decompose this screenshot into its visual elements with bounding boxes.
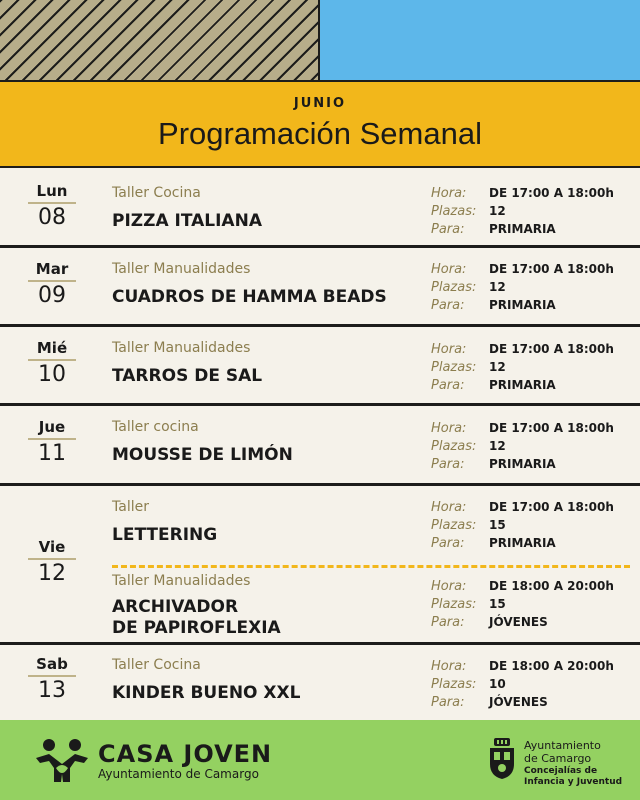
- para-label: Para:: [431, 378, 465, 393]
- event-category: Taller Cocina: [112, 657, 201, 673]
- plazas-label: Plazas:: [431, 439, 477, 454]
- plazas-value: 12: [489, 280, 506, 294]
- ayuntamiento-line: de Camargo: [524, 752, 592, 765]
- page-header: [0, 80, 640, 168]
- event-name: LETTERING: [112, 525, 218, 545]
- day-name: Sab: [28, 655, 76, 677]
- day-number: 11: [38, 441, 66, 466]
- plazas-label: Plazas:: [431, 677, 477, 692]
- event-info: [431, 496, 631, 550]
- plazas-label: Plazas:: [431, 360, 477, 375]
- hora-label: Hora:: [431, 579, 467, 594]
- event-name-line: DE PAPIROFLEXIA: [112, 618, 281, 638]
- event-info: [431, 655, 631, 709]
- event-name: KINDER BUENO XXL: [112, 683, 301, 703]
- hora-label: Hora:: [431, 659, 467, 674]
- para-value: JÓVENES: [489, 615, 548, 629]
- event-block: [112, 261, 422, 308]
- hora-label: Hora:: [431, 186, 467, 201]
- day-badge: [28, 339, 76, 387]
- event-category: Taller: [112, 499, 149, 515]
- day-name: Mar: [28, 260, 76, 282]
- event-category: Taller cocina: [112, 419, 199, 435]
- day-number: 12: [38, 561, 66, 586]
- day-badge: [28, 182, 76, 230]
- event-category: Taller Manualidades: [112, 261, 251, 277]
- page-title: Programación Semanal: [158, 116, 482, 151]
- para-value: PRIMARIA: [489, 536, 556, 550]
- hora-label: Hora:: [431, 342, 467, 357]
- para-label: Para:: [431, 457, 465, 472]
- event-name: TARROS DE SAL: [112, 366, 263, 386]
- concejalias-line: Infancia y Juventud: [524, 777, 623, 787]
- hora-value: DE 17:00 A 18:00h: [489, 421, 614, 435]
- event-category: Taller Manualidades: [112, 573, 251, 589]
- day-number: 09: [38, 283, 66, 308]
- hora-value: DE 17:00 A 18:00h: [489, 500, 614, 514]
- event-name-line: ARCHIVADOR: [112, 597, 239, 617]
- hora-value: DE 18:00 A 20:00h: [489, 659, 614, 673]
- day-badge: [28, 538, 76, 586]
- para-label: Para:: [431, 536, 465, 551]
- schedule-row: [0, 486, 640, 645]
- para-label: Para:: [431, 615, 465, 630]
- day-name: Mié: [28, 339, 76, 361]
- event-info: [431, 417, 631, 471]
- blue-panel: [320, 0, 640, 80]
- top-decor-band: [0, 0, 640, 80]
- event-divider: [112, 565, 630, 568]
- plazas-value: 15: [489, 518, 506, 532]
- event-name: CUADROS DE HAMMA BEADS: [112, 287, 387, 307]
- event-block: [112, 657, 422, 704]
- striped-panel: [0, 0, 320, 80]
- concejalias-label: [524, 766, 622, 788]
- schedule-row: [0, 406, 640, 486]
- hora-value: DE 17:00 A 18:00h: [489, 186, 614, 200]
- camargo-crest-icon: [488, 738, 516, 780]
- brand-subtitle: Ayuntamiento de Camargo: [98, 767, 259, 781]
- event-info: [431, 575, 631, 629]
- para-value: PRIMARIA: [489, 378, 556, 392]
- event-info: [431, 258, 631, 312]
- plazas-label: Plazas:: [431, 280, 477, 295]
- day-badge: [28, 418, 76, 466]
- concejalias-line: Concejalías de: [524, 766, 598, 776]
- para-label: Para:: [431, 695, 465, 710]
- hora-value: DE 18:00 A 20:00h: [489, 579, 614, 593]
- brand-name: CASA JOVEN: [98, 740, 273, 768]
- plazas-value: 12: [489, 439, 506, 453]
- event-block: [112, 340, 422, 387]
- event-block: [112, 499, 422, 546]
- event-block: [112, 573, 422, 639]
- plazas-value: 12: [489, 204, 506, 218]
- plazas-label: Plazas:: [431, 518, 477, 533]
- day-badge: [28, 260, 76, 308]
- event-block: [112, 419, 422, 466]
- event-name: [112, 597, 422, 639]
- para-value: PRIMARIA: [489, 457, 556, 471]
- day-name: Jue: [28, 418, 76, 440]
- event-block: [112, 185, 422, 232]
- plazas-label: Plazas:: [431, 204, 477, 219]
- day-number: 10: [38, 362, 66, 387]
- event-category: Taller Cocina: [112, 185, 201, 201]
- para-label: Para:: [431, 222, 465, 237]
- day-number: 08: [38, 205, 66, 230]
- hora-value: DE 17:00 A 18:00h: [489, 262, 614, 276]
- hora-label: Hora:: [431, 421, 467, 436]
- day-name: Lun: [28, 182, 76, 204]
- schedule-row: [0, 168, 640, 248]
- ayuntamiento-label: [524, 739, 601, 765]
- hora-label: Hora:: [431, 262, 467, 277]
- schedule-row: [0, 645, 640, 720]
- plazas-value: 10: [489, 677, 506, 691]
- schedule-row: [0, 248, 640, 327]
- casa-joven-people-icon: [34, 738, 90, 784]
- header-month: JUNIO: [293, 96, 347, 111]
- para-value: PRIMARIA: [489, 222, 556, 236]
- hora-label: Hora:: [431, 500, 467, 515]
- event-name: MOUSSE DE LIMÓN: [112, 445, 293, 465]
- day-name: Vie: [28, 538, 76, 560]
- event-info: [431, 338, 631, 392]
- plazas-value: 12: [489, 360, 506, 374]
- ayuntamiento-line: Ayuntamiento: [524, 739, 601, 752]
- day-number: 13: [38, 678, 66, 703]
- plazas-label: Plazas:: [431, 597, 477, 612]
- para-value: PRIMARIA: [489, 298, 556, 312]
- day-badge: [28, 655, 76, 703]
- hora-value: DE 17:00 A 18:00h: [489, 342, 614, 356]
- event-name: PIZZA ITALIANA: [112, 211, 262, 231]
- para-label: Para:: [431, 298, 465, 313]
- schedule-row: [0, 327, 640, 406]
- plazas-value: 15: [489, 597, 506, 611]
- para-value: JÓVENES: [489, 695, 548, 709]
- event-category: Taller Manualidades: [112, 340, 251, 356]
- event-info: [431, 182, 631, 236]
